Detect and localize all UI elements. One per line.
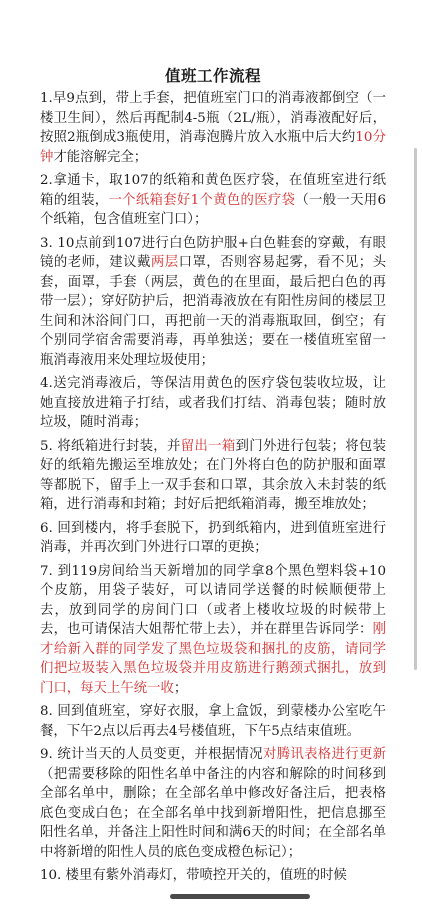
step-text: 5. 将纸箱进行封装，并 — [40, 438, 181, 454]
step-text: 到门外进行包装；将包装好的纸箱先搬运至堆放处；在门外将白色的防护服和面罩等都脱下，留手上一双手套和口罩，其余放入未封装的纸箱，进行消毒和封箱；封好后把纸箱消毒，搬至堆放处； — [40, 438, 387, 512]
procedure-step — [40, 745, 386, 862]
step-text: ； — [173, 680, 188, 696]
highlighted-text: 刚才给新入群的同学发了黑色垃圾袋和捆扎的皮筋，请同学们把垃圾装入黑色垃圾袋并用皮筋进行鹅颈式捆扎，放到门口，每天上午统一收 — [40, 622, 386, 696]
procedure-step — [40, 437, 386, 515]
document-body — [40, 66, 386, 890]
step-text: 10. 楼里有紫外消毒灯，带喷控开关的，值班的时候 — [40, 868, 347, 883]
highlighted-text: 10分钟 — [40, 130, 386, 165]
procedure-step — [40, 89, 386, 167]
step-text: 8. 回到值班室，穿好衣服，拿上盒饭，到蒙楼办公室吃午餐，下午2点以后再去4号楼值班，下午5点结束值班。 — [40, 704, 386, 739]
procedure-list — [40, 89, 386, 886]
procedure-step — [40, 374, 386, 433]
highlighted-text: 对腾讯表格进行更新 — [262, 747, 386, 762]
step-text: 1.早9点到，带上手套，把值班室门口的消毒液都倒空（一楼卫生间），然后再配制4-5瓶（2L/瓶），消毒液配好后，按照2瓶倒成3瓶使用，消毒泡腾片放入水瓶中后大约 — [40, 91, 386, 145]
procedure-step — [40, 866, 386, 886]
vertical-scrollbar[interactable] — [414, 148, 417, 670]
procedure-step — [40, 519, 386, 558]
highlighted-text: 留出一箱 — [180, 438, 236, 454]
procedure-step — [40, 702, 386, 741]
step-text: （把需要移除的阳性名单中备注的内容和解除的时间移到全部名单中，删除；在全部名单中修改好备注后，把表格底色变成白色；在全部名单中找到新增阳性，把信息挪至阳性名单，并备注上阳性时间和满6天的时间；在全部名单中将新增的阳性人员的底色变成橙色标记）； — [40, 766, 386, 860]
procedure-step — [40, 234, 386, 371]
step-text: 6. 回到楼内，将手套脱下，扔到纸箱内，进到值班室进行消毒，并再次到门外进行口罩的更换； — [40, 520, 386, 555]
step-text: 9. 统计当天的人员变更，并根据情况 — [40, 747, 263, 762]
procedure-step — [40, 171, 386, 230]
step-text: 2.拿通卡，取107的纸箱和黄色医疗袋，在值班室进行纸箱的组装， — [40, 173, 386, 208]
highlighted-text: 两层 — [150, 255, 179, 270]
step-text: 才能溶解完全； — [53, 149, 148, 165]
step-text: 4.送完消毒液后，等保洁用黄色的医疗袋包装收垃圾，让她直接放进箱子打结，或者我们打结、消毒包装；随时放垃圾，随时消毒； — [40, 376, 386, 430]
step-text: 口罩，否则容易起雾，看不见；头套，面罩，手套（两层，黄色的在里面，最后把白色的再带一层）；穿好防护后，把消毒液放在有阳性房间的楼层卫生间和沐浴间门口，再把前一天的消毒瓶取回，倒空；有个别同学宿舍需要消毒，再单独送；要在一楼值班室留一瓶消毒液用来处理垃圾使用； — [40, 255, 387, 368]
text-occlusion-mark — [170, 894, 310, 899]
document-title: 值班工作流程 — [164, 67, 261, 85]
step-text: 3. 10点前到107进行白色防护服+白色鞋套的穿戴，有眼镜的老师，建议戴 — [40, 235, 386, 270]
highlighted-text: 一个纸箱套好1个黄色的医疗袋 — [108, 192, 296, 208]
step-text: 7. 到119房间给当天新增加的同学拿8个黑色塑料袋+10个皮筋，用袋子装好，可以请同学送餐的时候顺便带上去，放到同学的房间门口（或者上楼收垃圾的时候带上去，也可请保洁大姐帮忙带上去），并在群里告诉同学： — [40, 563, 386, 637]
procedure-step — [40, 562, 386, 699]
step-text: （一般一天用6个纸箱，包含值班室门口）； — [40, 192, 386, 227]
